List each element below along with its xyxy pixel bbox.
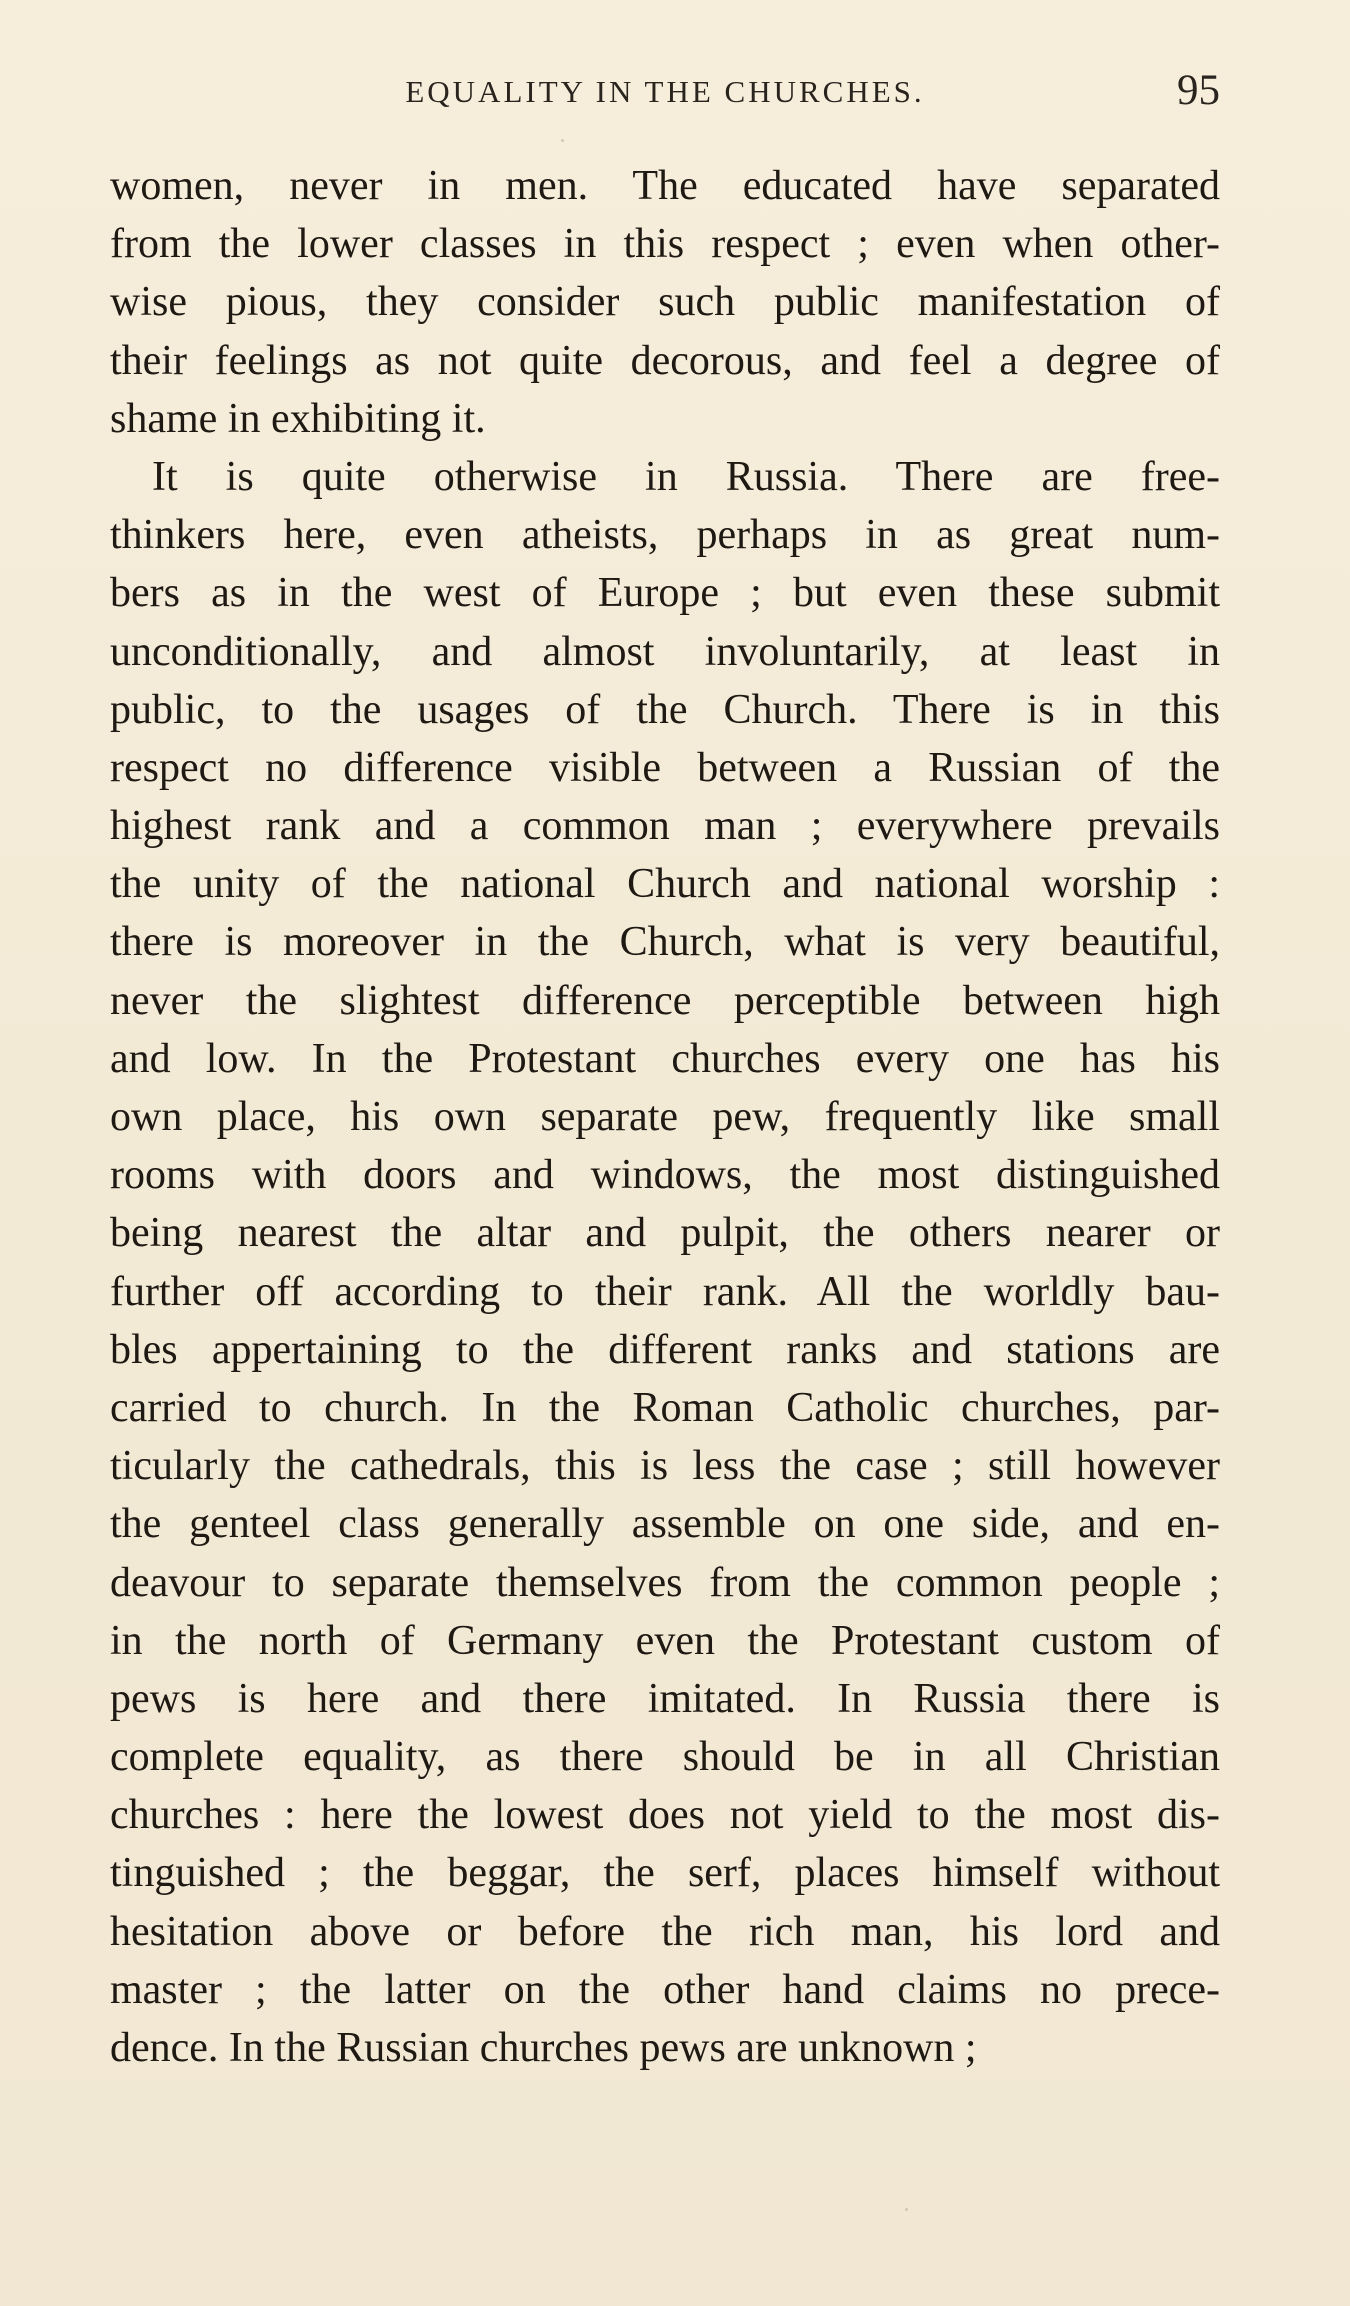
text-line: own place, his own separate pew, frequently like small: [110, 1094, 1220, 1140]
text-line: from the lower classes in this respect ; even when other-: [110, 221, 1220, 268]
running-head: [110, 66, 1220, 116]
paper-speck: [905, 2208, 908, 2211]
paragraph: [110, 157, 1220, 448]
text-line: pews is here and there imitated. In Russia there is: [110, 1675, 1220, 1722]
text-line: wise pious, they consider such public manifestation of: [110, 279, 1220, 326]
paper-speck: [561, 139, 564, 142]
body-text: [110, 157, 1220, 2077]
text-line: thinkers here, even atheists, perhaps in as great num-: [110, 512, 1220, 559]
text-line: in the north of Germany even the Protestant custom of: [110, 1617, 1220, 1664]
page-number: 95: [1177, 67, 1220, 114]
text-line: women, never in men. The educated have separated: [110, 163, 1220, 209]
text-line: highest rank and a common man ; everywhere prevails: [110, 803, 1220, 850]
text-line: dence. In the Russian churches pews are unknown ;: [110, 2025, 977, 2071]
text-line: complete equality, as there should be in all Christian: [110, 1734, 1220, 1781]
running-title: EQUALITY IN THE CHURCHES.: [405, 74, 925, 109]
text-line: further off according to their rank. All the worldly bau-: [110, 1268, 1220, 1315]
text-line: unconditionally, and almost involuntarily, at least in: [110, 628, 1220, 675]
text-line: It is quite otherwise in Russia. There are free-: [152, 453, 1220, 500]
text-line: there is moreover in the Church, what is very beautiful,: [110, 919, 1220, 966]
text-line: carried to church. In the Roman Catholic churches, par-: [110, 1384, 1220, 1431]
text-line: rooms with doors and windows, the most distinguished: [110, 1152, 1220, 1199]
text-line: the genteel class generally assemble on one side, and en-: [110, 1501, 1220, 1548]
text-line: bles appertaining to the different ranks and stations are: [110, 1326, 1220, 1373]
text-line: and low. In the Protestant churches every one has his: [110, 1035, 1220, 1082]
text-line: ticularly the cathedrals, this is less the case ; still however: [110, 1443, 1220, 1490]
text-line: deavour to separate themselves from the common people ;: [110, 1559, 1220, 1606]
text-line: shame in exhibiting it.: [110, 395, 486, 442]
text-line: bers as in the west of Europe ; but even these submit: [110, 570, 1220, 617]
text-line: the unity of the national Church and national worship :: [110, 861, 1220, 908]
text-line: being nearest the altar and pulpit, the others nearer or: [110, 1210, 1220, 1257]
text-line: respect no difference visible between a Russian of the: [110, 744, 1220, 791]
text-line: churches : here the lowest does not yield to the most dis-: [110, 1792, 1220, 1839]
text-line: tinguished ; the beggar, the serf, places himself without: [110, 1850, 1220, 1897]
text-line: never the slightest difference perceptible between high: [110, 977, 1220, 1024]
text-line: their feelings as not quite decorous, and feel a degree of: [110, 337, 1220, 384]
paragraph: [110, 448, 1220, 2077]
text-line: public, to the usages of the Church. There is in this: [110, 686, 1220, 733]
text-line: master ; the latter on the other hand claims no prece-: [110, 1966, 1220, 2013]
text-line: hesitation above or before the rich man, his lord and: [110, 1908, 1220, 1955]
